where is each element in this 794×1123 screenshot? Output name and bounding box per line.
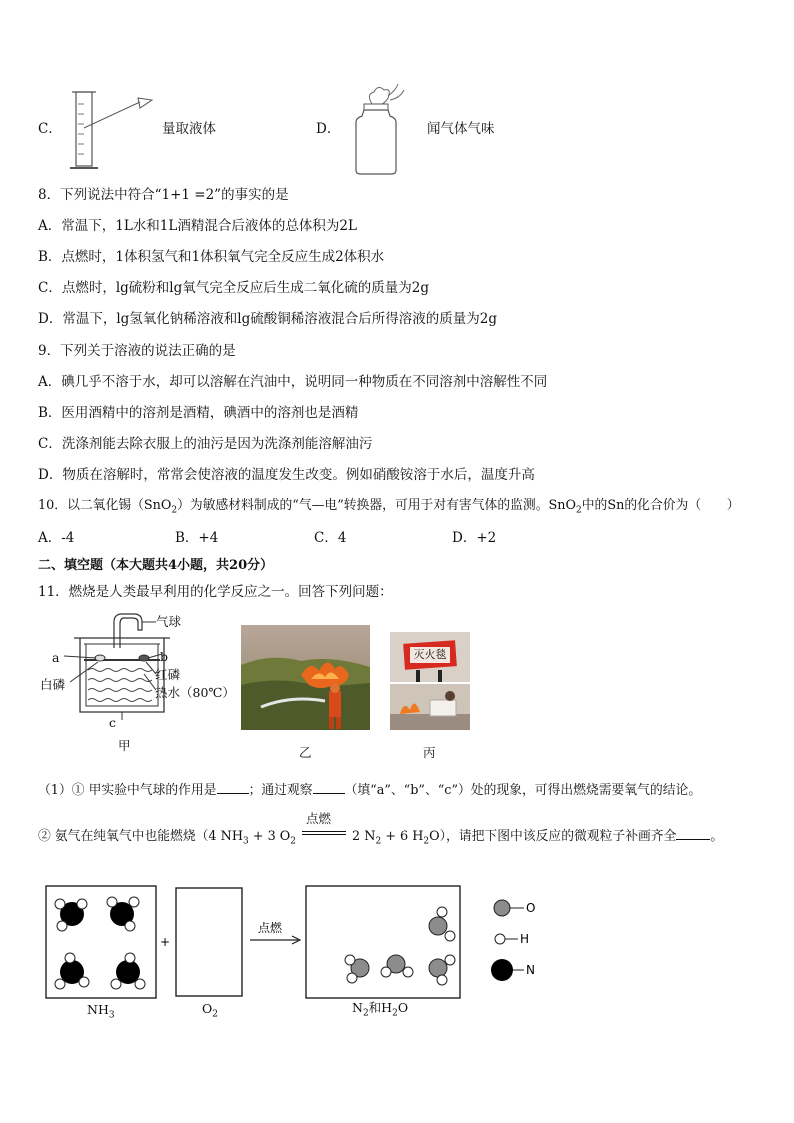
q9-option-b: B．医用酒精中的溶剂是酒精，碘酒中的溶剂也是酒精 — [38, 405, 359, 421]
q10-option-c: C．4 — [314, 530, 347, 546]
label-white-phosphorus: 白磷 — [40, 677, 66, 692]
smell-gas-bottle-icon — [348, 82, 410, 178]
h2o-molecule — [345, 955, 369, 983]
q8-option-b: B．点燃时，1体积氢气和1体积氧气完全反应生成2体积水 — [38, 249, 385, 265]
figure-jia-caption: 甲 — [118, 738, 131, 753]
oxygen-atom-icon — [494, 900, 510, 916]
label-hot-water: 热水（80℃） — [155, 685, 235, 700]
answer-blank-2[interactable] — [313, 781, 345, 794]
label-red-phosphorus: 红磷 — [155, 667, 181, 682]
microscopic-particle-diagram — [40, 880, 600, 1020]
q10-stem: 10．以二氧化锡（SnO$_2$）为敏感材料制成的“气—电”转换器，可用于对有害气体的监测。SnO$_2$中的Sn的化合价为（ ） — [38, 498, 740, 516]
h2o-molecule — [429, 907, 455, 941]
figure-yi-caption: 乙 — [299, 745, 312, 760]
section-heading: 二、填空题（本大题共4小题，共20分） — [38, 558, 274, 573]
q11-stem: 11．燃烧是人类最早利用的化学反应之一。回答下列问题： — [38, 584, 393, 600]
q9-option-c: C．洗涤剂能去除衣服上的油污是因为洗涤剂能溶解油污 — [38, 436, 373, 452]
q8-option-d: D．常温下，lg氢氧化钠稀溶液和lg硫酸铜稀溶液混合后所得溶液的质量为2g — [38, 311, 497, 327]
q10-option-b: B．+4 — [175, 530, 219, 546]
label-b: b — [160, 649, 169, 664]
h2o-molecule — [381, 955, 413, 977]
label-a: a — [52, 650, 60, 665]
q7-option-d-letter: D． — [316, 121, 341, 137]
label-c: c — [109, 715, 117, 730]
plus-sign: + — [160, 935, 171, 949]
q7-option-c-letter: C． — [38, 121, 62, 137]
q10-option-d: D．+2 — [452, 530, 497, 546]
q11-part1: （1）① 甲实验中气球的作用是 ；通过观察 （填“a”、“b”、“c”）处的现象，可得出燃烧需要氧气的结论。 — [38, 783, 702, 798]
q9-option-d: D．物质在溶解时，常常会使溶液的温度发生改变。例如硝酸铵溶于水后，温度升高 — [38, 467, 535, 483]
graduated-cylinder-icon — [68, 88, 158, 172]
o2-caption: $O_2$ — [202, 1001, 218, 1020]
product-caption: $N_2$和$H_2O$ — [352, 1000, 409, 1019]
nh3-molecule — [55, 899, 87, 931]
q7-option-d-text: 闻气体气味 — [427, 121, 495, 137]
q10-option-a: A．-4 — [38, 530, 75, 546]
combustion-apparatus-diagram — [44, 608, 234, 736]
legend-n: N — [526, 963, 535, 977]
legend-h: H — [520, 932, 530, 946]
q11-part2: ② 氨气在纯氧气中也能燃烧（4 $NH_3 + 3$ $O_2$ 点燃 2 $N_2 + 6$ $H_2O$），请把下图中该反应的微观粒子补画齐全 。 — [38, 811, 724, 847]
arrow-condition-label: 点燃 — [258, 921, 283, 935]
hydrogen-atom-icon — [495, 934, 505, 944]
fire-blanket-package-photo — [390, 632, 470, 682]
forest-fire-photo — [241, 625, 370, 730]
answer-blank-3[interactable] — [676, 827, 710, 840]
q7-option-c-text: 量取液体 — [162, 121, 216, 137]
o2-answer-box[interactable] — [176, 888, 242, 996]
q9-option-a: A．碘几乎不溶于水，却可以溶解在汽油中，说明同一种物质在不同溶剂中溶解性不同 — [38, 374, 548, 390]
h2o-molecule — [429, 955, 455, 985]
reaction-condition: 点燃 — [302, 826, 346, 840]
nh3-molecule — [111, 953, 145, 989]
legend-o: O — [526, 901, 536, 915]
q8-stem: 8．下列说法中符合“1+1 =2”的事实的是 — [38, 187, 289, 203]
answer-blank-1[interactable] — [217, 781, 249, 794]
fire-blanket-sign: 灭火毯 — [410, 647, 450, 663]
figure-bing-caption: 丙 — [423, 745, 436, 760]
q8-option-a: A．常温下，1L水和1L酒精混合后液体的总体积为2L — [38, 218, 357, 234]
nh3-molecule — [55, 953, 89, 989]
q8-option-c: C．点燃时，lg硫粉和lg氧气完全反应后生成二氧化硫的质量为2g — [38, 280, 429, 296]
nh3-caption: $NH_3$ — [87, 1002, 115, 1021]
nh3-molecule — [107, 897, 139, 931]
q9-stem: 9．下列关于溶液的说法正确的是 — [38, 343, 236, 359]
fire-blanket-use-photo — [390, 684, 470, 730]
nitrogen-atom-icon — [491, 959, 513, 981]
label-balloon: 气球 — [156, 614, 182, 629]
